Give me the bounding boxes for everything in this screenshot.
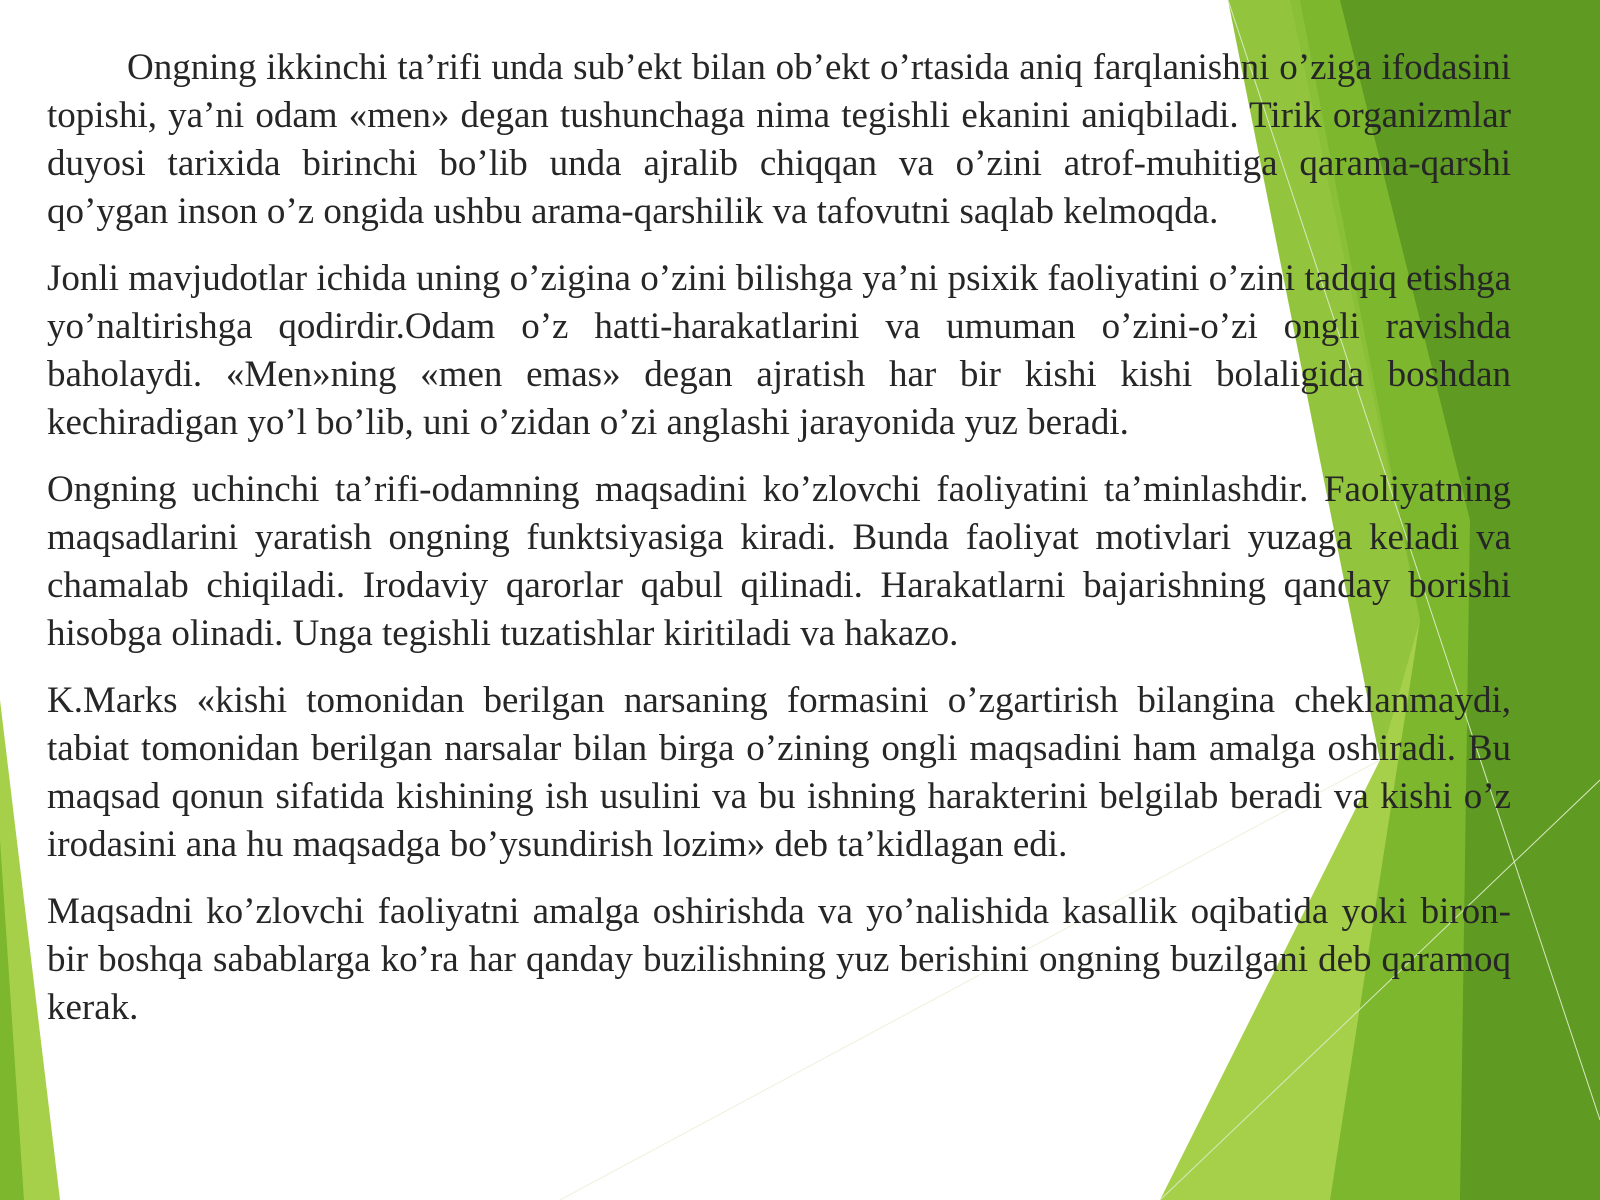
paragraph-3: Ongning uchinchi ta’rifi-odamning maqsadini ko’zlovchi faoliyatini ta’minlashdir. Faoliyatning maqsadlarini yaratish ongning funktsiyasiga kiradi. Bunda faoliyat motivlari yuzaga keladi va chamalab chiqiladi. Irodaviy qarorlar qabul qilinadi. Harakatlarni bajarishning qanday borishi hisobga olinadi. Unga tegishli tuzatishlar kiritiladi va hakazo. (47, 469, 1511, 654)
paragraph-5: Maqsadni ko’zlovchi faoliyatni amalga oshirishda va yo’nalishida kasallik oqibatida yoki biron-bir boshqa sabablarga ko’ra har qanday buzilishning yuz berishini ongning buzilgani deb qaramoq kerak. (47, 891, 1511, 1028)
paragraph-2: Jonli mavjudotlar ichida uning o’zigina o’zini bilishga ya’ni psixik faoliyatini o’zini tadqiq etishga yo’naltirishga qodirdir.Odam o’z hatti-harakatlarini va umuman o’zini-o’zi ongli ravishda baholaydi. «Men»ning «men emas» degan ajratish har bir kishi kishi bolaligida boshdan kechiradigan yo’l bo’lib, uni o’zidan o’zi anglashi jarayonida yuz beradi. (47, 258, 1511, 443)
paragraph-1: Ongning ikkinchi ta’rifi unda sub’ekt bilan ob’ekt o’rtasida aniq farqlanishni o’ziga ifodasini topishi, ya’ni odam «men» degan tushunchaga nima tegishli ekanini aniqbiladi. Tirik organizmlar duyosi tarixida birinchi bo’lib unda ajralib chiqqan va o’zini atrof-muhitiga qarama-qarshi qo’ygan inson o’z ongida ushbu arama-qarshilik va tafovutni saqlab kelmoqda. (47, 47, 1511, 232)
slide-body-text (47, 44, 1511, 1051)
paragraph-4: K.Marks «kishi tomonidan berilgan narsaning formasini o’zgartirish bilangina cheklanmaydi, tabiat tomonidan berilgan narsalar bilan birga o’zining ongli maqsadini ham amalga oshiradi. Bu maqsad qonun sifatida kishining ish usulini va bu ishning harakterini belgilab beradi va kishi o’z irodasini ana hu maqsadga bo’ysundirish lozim» deb ta’kidlagan edi. (47, 680, 1511, 865)
